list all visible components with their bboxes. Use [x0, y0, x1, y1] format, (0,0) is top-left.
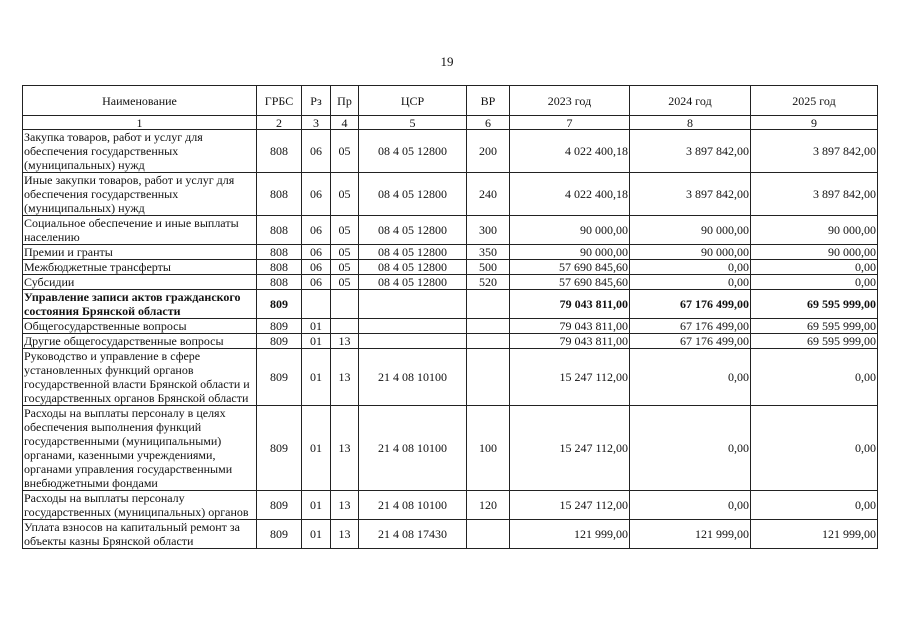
- cell-pr: [331, 319, 359, 334]
- header-grbs: ГРБС: [257, 86, 302, 116]
- table-row: [23, 491, 878, 520]
- cell-rz: 06: [302, 173, 331, 216]
- column-number: 7: [510, 116, 630, 130]
- cell-rz: 06: [302, 275, 331, 290]
- cell-name: Общегосударственные вопросы: [23, 319, 257, 334]
- cell-name: Социальное обеспечение и иные выплаты населению: [23, 216, 257, 245]
- cell-csr: [359, 334, 467, 349]
- table-row: [23, 216, 878, 245]
- cell-csr: 08 4 05 12800: [359, 173, 467, 216]
- header-2025: 2025 год: [751, 86, 878, 116]
- cell-csr: 08 4 05 12800: [359, 130, 467, 173]
- cell-pr: 05: [331, 173, 359, 216]
- cell-pr: 13: [331, 349, 359, 406]
- cell-vr: 100: [467, 406, 510, 491]
- cell-2023: 90 000,00: [510, 245, 630, 260]
- cell-csr: 08 4 05 12800: [359, 216, 467, 245]
- cell-rz: 06: [302, 245, 331, 260]
- page-number: 19: [440, 54, 454, 69]
- cell-grbs: 808: [257, 245, 302, 260]
- cell-2024: 3 897 842,00: [630, 173, 751, 216]
- column-number: 3: [302, 116, 331, 130]
- cell-grbs: 808: [257, 216, 302, 245]
- cell-vr: 300: [467, 216, 510, 245]
- cell-name: Субсидии: [23, 275, 257, 290]
- cell-csr: 08 4 05 12800: [359, 275, 467, 290]
- table-row: [23, 349, 878, 406]
- cell-2023: 79 043 811,00: [510, 290, 630, 319]
- cell-2023: 90 000,00: [510, 216, 630, 245]
- cell-pr: 05: [331, 260, 359, 275]
- cell-grbs: 808: [257, 130, 302, 173]
- cell-csr: 08 4 05 12800: [359, 260, 467, 275]
- cell-rz: 01: [302, 491, 331, 520]
- column-number: 2: [257, 116, 302, 130]
- column-number: 6: [467, 116, 510, 130]
- cell-rz: 06: [302, 130, 331, 173]
- cell-pr: 13: [331, 520, 359, 549]
- cell-grbs: 808: [257, 260, 302, 275]
- cell-vr: 240: [467, 173, 510, 216]
- table-row: [23, 245, 878, 260]
- cell-2023: 79 043 811,00: [510, 319, 630, 334]
- cell-2023: 57 690 845,60: [510, 275, 630, 290]
- cell-2024: 67 176 499,00: [630, 319, 751, 334]
- cell-2025: 69 595 999,00: [751, 290, 878, 319]
- cell-2023: 15 247 112,00: [510, 349, 630, 406]
- cell-name: Иные закупки товаров, работ и услуг для обеспечения государственных (муниципальных) нужд: [23, 173, 257, 216]
- cell-name: Расходы на выплаты персоналу в целях обеспечения выполнения функций государственными (муниципальными) органами, казенными учреждениями, органами управления государственными внебюджетными фондами: [23, 406, 257, 491]
- cell-pr: 05: [331, 275, 359, 290]
- cell-rz: 06: [302, 260, 331, 275]
- cell-csr: 21 4 08 10100: [359, 349, 467, 406]
- cell-name: Премии и гранты: [23, 245, 257, 260]
- cell-pr: [331, 290, 359, 319]
- table-row: [23, 319, 878, 334]
- column-number: 8: [630, 116, 751, 130]
- cell-2025: 0,00: [751, 491, 878, 520]
- cell-name: Закупка товаров, работ и услуг для обеспечения государственных (муниципальных) нужд: [23, 130, 257, 173]
- cell-csr: [359, 319, 467, 334]
- cell-csr: 21 4 08 10100: [359, 406, 467, 491]
- cell-2024: 0,00: [630, 406, 751, 491]
- table-body: [23, 130, 878, 549]
- table-row: [23, 334, 878, 349]
- column-number-row: [23, 116, 878, 130]
- cell-2024: 121 999,00: [630, 520, 751, 549]
- cell-csr: 21 4 08 10100: [359, 491, 467, 520]
- column-number: 1: [23, 116, 257, 130]
- cell-csr: [359, 290, 467, 319]
- cell-2024: 90 000,00: [630, 216, 751, 245]
- header-name: Наименование: [23, 86, 257, 116]
- cell-grbs: 809: [257, 491, 302, 520]
- cell-name: Расходы на выплаты персоналу государственных (муниципальных) органов: [23, 491, 257, 520]
- cell-pr: 05: [331, 216, 359, 245]
- cell-rz: 01: [302, 406, 331, 491]
- cell-name: Управление записи актов гражданского состояния Брянской области: [23, 290, 257, 319]
- cell-vr: 200: [467, 130, 510, 173]
- cell-pr: 05: [331, 245, 359, 260]
- cell-grbs: 809: [257, 349, 302, 406]
- cell-2024: 67 176 499,00: [630, 290, 751, 319]
- cell-rz: 01: [302, 334, 331, 349]
- cell-2025: 90 000,00: [751, 245, 878, 260]
- cell-grbs: 808: [257, 173, 302, 216]
- cell-2024: 0,00: [630, 260, 751, 275]
- cell-grbs: 809: [257, 406, 302, 491]
- cell-name: Руководство и управление в сфере установленных функций органов государственной власти Брянской области и государственных органов Брянской области: [23, 349, 257, 406]
- header-2024: 2024 год: [630, 86, 751, 116]
- budget-table: [22, 85, 878, 549]
- header-csr: ЦСР: [359, 86, 467, 116]
- cell-2024: 0,00: [630, 491, 751, 520]
- cell-vr: [467, 520, 510, 549]
- cell-2025: 69 595 999,00: [751, 334, 878, 349]
- header-pr: Пр: [331, 86, 359, 116]
- cell-name: Уплата взносов на капитальный ремонт за объекты казны Брянской области: [23, 520, 257, 549]
- cell-vr: [467, 349, 510, 406]
- cell-2025: 0,00: [751, 349, 878, 406]
- cell-rz: 01: [302, 349, 331, 406]
- cell-2025: 3 897 842,00: [751, 173, 878, 216]
- column-number: 5: [359, 116, 467, 130]
- cell-pr: 13: [331, 334, 359, 349]
- cell-csr: 08 4 05 12800: [359, 245, 467, 260]
- column-number: 4: [331, 116, 359, 130]
- cell-2023: 4 022 400,18: [510, 173, 630, 216]
- cell-2023: 57 690 845,60: [510, 260, 630, 275]
- table-row: [23, 406, 878, 491]
- cell-pr: 13: [331, 406, 359, 491]
- cell-name: Межбюджетные трансферты: [23, 260, 257, 275]
- cell-2023: 4 022 400,18: [510, 130, 630, 173]
- cell-rz: [302, 290, 331, 319]
- cell-grbs: 809: [257, 290, 302, 319]
- cell-2023: 15 247 112,00: [510, 491, 630, 520]
- cell-vr: [467, 334, 510, 349]
- cell-vr: 350: [467, 245, 510, 260]
- cell-2025: 69 595 999,00: [751, 319, 878, 334]
- cell-pr: 05: [331, 130, 359, 173]
- table-row: [23, 520, 878, 549]
- table-row: [23, 173, 878, 216]
- cell-2025: 121 999,00: [751, 520, 878, 549]
- cell-2024: 0,00: [630, 275, 751, 290]
- cell-grbs: 809: [257, 334, 302, 349]
- cell-grbs: 809: [257, 319, 302, 334]
- cell-vr: 520: [467, 275, 510, 290]
- cell-rz: 06: [302, 216, 331, 245]
- cell-2025: 0,00: [751, 406, 878, 491]
- header-rz: Рз: [302, 86, 331, 116]
- table-row: [23, 290, 878, 319]
- cell-grbs: 809: [257, 520, 302, 549]
- cell-pr: 13: [331, 491, 359, 520]
- cell-2023: 15 247 112,00: [510, 406, 630, 491]
- header-2023: 2023 год: [510, 86, 630, 116]
- cell-csr: 21 4 08 17430: [359, 520, 467, 549]
- cell-2023: 121 999,00: [510, 520, 630, 549]
- cell-vr: [467, 319, 510, 334]
- column-number: 9: [751, 116, 878, 130]
- header-row: [23, 86, 878, 116]
- table-row: [23, 260, 878, 275]
- cell-2025: 90 000,00: [751, 216, 878, 245]
- cell-2023: 79 043 811,00: [510, 334, 630, 349]
- cell-vr: 120: [467, 491, 510, 520]
- header-vr: ВР: [467, 86, 510, 116]
- cell-2025: 3 897 842,00: [751, 130, 878, 173]
- cell-2024: 3 897 842,00: [630, 130, 751, 173]
- cell-2025: 0,00: [751, 260, 878, 275]
- table-row: [23, 275, 878, 290]
- cell-2024: 0,00: [630, 349, 751, 406]
- cell-grbs: 808: [257, 275, 302, 290]
- cell-2024: 67 176 499,00: [630, 334, 751, 349]
- cell-2025: 0,00: [751, 275, 878, 290]
- cell-rz: 01: [302, 520, 331, 549]
- cell-rz: 01: [302, 319, 331, 334]
- cell-name: Другие общегосударственные вопросы: [23, 334, 257, 349]
- cell-2024: 90 000,00: [630, 245, 751, 260]
- cell-vr: 500: [467, 260, 510, 275]
- cell-vr: [467, 290, 510, 319]
- table-row: [23, 130, 878, 173]
